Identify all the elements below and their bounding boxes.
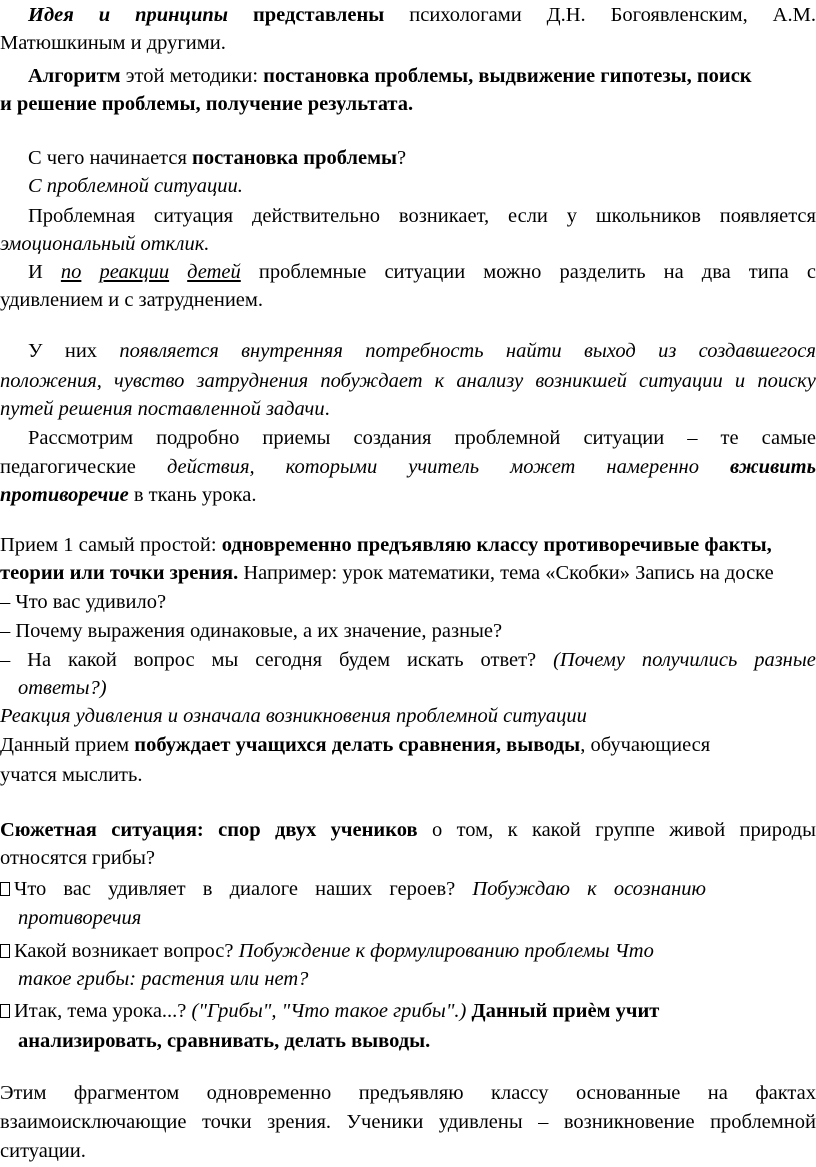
text: одновременно предъявляю классу противоречивые факты,	[221, 534, 772, 556]
text: Например: урок математики, тема «Скобки» Запись на доске	[238, 562, 774, 584]
text: Побуждение к формулированию проблемы Что	[238, 940, 654, 962]
word: А.М.	[772, 4, 816, 26]
text: этой методики:	[120, 65, 264, 87]
word: психологами	[409, 4, 522, 26]
word: вас	[63, 878, 92, 900]
paragraph-12-line-1	[0, 820, 816, 841]
word: Д.Н.	[546, 4, 586, 26]
bullet-2-line-1	[0, 941, 654, 962]
paragraph-6-line-1	[28, 262, 816, 283]
text: постановка проблемы	[192, 147, 398, 169]
word: реакции	[99, 261, 170, 283]
paragraph-13-line-3: ситуации.	[0, 1140, 86, 1162]
bullet-1-line-2: противоречия	[18, 907, 142, 929]
text: противоречие	[0, 484, 129, 506]
word: –	[0, 649, 11, 671]
word: Проблемная	[28, 205, 136, 227]
word: одновременно	[206, 1082, 332, 1104]
paragraph-10: Реакция удивления и означала возникновения проблемной ситуации	[0, 705, 587, 727]
word: учеников	[330, 819, 418, 841]
word: проблемной	[454, 427, 561, 449]
word: какой	[67, 649, 117, 671]
word: к	[507, 819, 518, 841]
word: удивлены	[438, 1111, 523, 1133]
word: поиску	[757, 370, 816, 392]
paragraph-7-line-3	[0, 399, 330, 420]
word: и	[734, 370, 746, 392]
word: природы	[739, 819, 816, 841]
word: Ученики	[346, 1111, 424, 1133]
word: типа	[748, 261, 789, 283]
word: На	[27, 649, 52, 671]
dash-item-3-line-1	[0, 650, 816, 671]
word: –	[538, 1111, 549, 1133]
paragraph-6-line-2: удивлением и с затруднением.	[0, 289, 264, 311]
text: теории или точки зрения.	[0, 562, 239, 584]
word: возникшей	[535, 370, 627, 392]
text: ?	[397, 147, 407, 169]
bullet-box-icon	[0, 882, 10, 896]
bullet-1-line-1	[0, 879, 706, 900]
word: которыми	[285, 456, 378, 478]
word: появляется	[719, 205, 816, 227]
word: ситуация	[153, 205, 234, 227]
text: .	[324, 398, 330, 420]
word: сегодня	[255, 649, 323, 671]
word: искать	[406, 649, 464, 671]
paragraph-4: С проблемной ситуации.	[28, 175, 243, 197]
word: создания	[353, 427, 432, 449]
paragraph-5-line-2: эмоциональный отклик.	[0, 233, 210, 255]
text: в ткань урока.	[128, 484, 257, 506]
word: взаимоисключающие	[0, 1111, 187, 1133]
word: них	[64, 340, 98, 362]
word: появляется	[119, 340, 219, 362]
word: чувство	[114, 370, 185, 392]
word: проблемные	[258, 261, 367, 283]
word: потребность	[365, 340, 484, 362]
word: точки	[201, 1111, 252, 1133]
paragraph-1-line-2: Матюшкиным и другими.	[0, 32, 226, 54]
paragraph-9-line-2	[0, 563, 774, 584]
word: основанные	[575, 1082, 681, 1104]
word: какой	[531, 819, 581, 841]
word: живой	[669, 819, 726, 841]
paragraph-9-line-1	[0, 535, 772, 556]
word: Идея	[28, 4, 74, 26]
word: учитель	[408, 456, 480, 478]
text: Данный прием	[0, 734, 135, 756]
paragraph-3	[28, 148, 406, 169]
word: разные	[754, 649, 816, 671]
word: и	[98, 4, 111, 26]
word: намеренно	[606, 456, 699, 478]
word: вживить	[729, 456, 816, 478]
word: с	[806, 261, 816, 283]
word: будем	[338, 649, 391, 671]
word: по	[60, 261, 82, 283]
word: получились	[641, 649, 738, 671]
word: удивляет	[108, 878, 186, 900]
word: Этим	[0, 1082, 47, 1104]
word: мы	[211, 649, 239, 671]
word: из	[658, 340, 677, 362]
word: (Почему	[553, 649, 625, 671]
word: героев?	[389, 878, 456, 900]
word: спор	[218, 819, 261, 841]
word: Что	[0, 879, 46, 900]
paragraph-7-line-1	[28, 341, 816, 362]
word: –	[687, 427, 698, 449]
word: осознанию	[613, 878, 706, 900]
text: , обучающиеся	[580, 734, 711, 756]
word: ситуации	[384, 261, 466, 283]
word: самые	[761, 427, 816, 449]
bullet-3-line-2: анализировать, сравнивать, делать выводы.	[18, 1030, 431, 1052]
word: создавшегося	[698, 340, 816, 362]
word: двух	[275, 819, 317, 841]
paragraph-13-line-2	[0, 1112, 816, 1133]
word: ситуации	[639, 370, 723, 392]
text: С чего начинается	[28, 147, 193, 169]
word: ситуация:	[111, 819, 204, 841]
paragraph-8-line-3	[0, 485, 256, 506]
word: разделить	[559, 261, 646, 283]
word: том,	[456, 819, 494, 841]
word: к	[587, 878, 597, 900]
word: те	[720, 427, 739, 449]
dash-item-3-line-2: ответы?)	[18, 677, 107, 699]
bullet-2-line-2: такое грибы: растения или нет?	[18, 968, 309, 990]
word: вопрос	[133, 649, 195, 671]
word: ситуации	[583, 427, 665, 449]
word: проблемной	[710, 1111, 816, 1133]
word: выход	[584, 340, 636, 362]
word: предъявляю	[358, 1082, 464, 1104]
word: И	[28, 261, 43, 283]
paragraph-12-line-2: относятся грибы?	[0, 847, 155, 869]
word: возникает,	[398, 205, 490, 227]
text: Итак, тема урока...?	[14, 1000, 192, 1022]
word: зрения.	[267, 1111, 332, 1133]
text: постановка проблемы, выдвижение гипотезы, поиск	[263, 65, 752, 87]
word: школьников	[595, 205, 701, 227]
word: внутренняя	[241, 340, 343, 362]
word: найти	[505, 340, 562, 362]
paragraph-7-line-2	[0, 371, 816, 392]
paragraph-2-line-1	[28, 66, 752, 87]
text: побуждает учащихся делать сравнения, выводы	[134, 734, 581, 756]
paragraph-1-line-1	[28, 5, 816, 26]
word: затруднения	[196, 370, 309, 392]
dash-item-1: – Что вас удивило?	[0, 591, 167, 613]
word: в	[202, 878, 213, 900]
algorithm-label: Алгоритм	[28, 65, 121, 87]
word: диалоге	[229, 878, 299, 900]
word: принципы	[135, 4, 228, 26]
paragraph-13-line-1	[0, 1083, 816, 1104]
word: действия,	[166, 456, 255, 478]
paragraph-11-line-1	[0, 735, 710, 756]
word: Сюжетная	[0, 819, 97, 841]
text: Какой возникает вопрос?	[14, 940, 239, 962]
word: У	[28, 340, 43, 362]
dash-item-2: – Почему выражения одинаковые, а их значение, разные?	[0, 620, 503, 642]
word: подробно	[156, 427, 240, 449]
word: ответ?	[480, 649, 537, 671]
word: можно	[483, 261, 542, 283]
text: Прием 1 самый простой:	[0, 534, 222, 556]
word: если	[507, 205, 548, 227]
word: классу	[491, 1082, 549, 1104]
text: путей решения поставленной задачи	[0, 398, 325, 420]
word: положения,	[0, 370, 102, 392]
word: у	[566, 205, 578, 227]
word: педагогические	[0, 456, 136, 478]
word: возникновение	[563, 1111, 695, 1133]
word: фрагментом	[73, 1082, 180, 1104]
paragraph-5-line-1	[28, 206, 816, 227]
text: Данный приѐм учит	[466, 1000, 660, 1022]
word: наших	[315, 878, 373, 900]
word: представлены	[252, 4, 385, 26]
word: два	[701, 261, 731, 283]
word: на	[663, 261, 684, 283]
paragraph-8-line-1	[28, 428, 816, 449]
word: Богоявленским,	[610, 4, 748, 26]
word: о	[431, 819, 443, 841]
word: анализу	[456, 370, 524, 392]
word: может	[510, 456, 576, 478]
word: фактах	[755, 1082, 816, 1104]
text: ("Грибы", "Что такое грибы".)	[191, 1000, 467, 1022]
word: побуждает	[320, 370, 423, 392]
word: детей	[187, 261, 241, 283]
word: к	[434, 370, 445, 392]
word: Побуждаю	[472, 878, 570, 900]
paragraph-8-line-2	[0, 457, 816, 478]
bullet-box-icon	[0, 944, 10, 958]
word: Рассмотрим	[28, 427, 134, 449]
word: действительно	[251, 205, 381, 227]
bullet-3-line-1	[0, 1001, 659, 1022]
word: приемы	[262, 427, 331, 449]
paragraph-11-line-2: учатся мыслить.	[0, 764, 143, 786]
paragraph-2-line-2: и решение проблемы, получение результата.	[0, 93, 414, 115]
bullet-box-icon	[0, 1004, 10, 1018]
word: на	[707, 1082, 728, 1104]
word: группе	[595, 819, 655, 841]
